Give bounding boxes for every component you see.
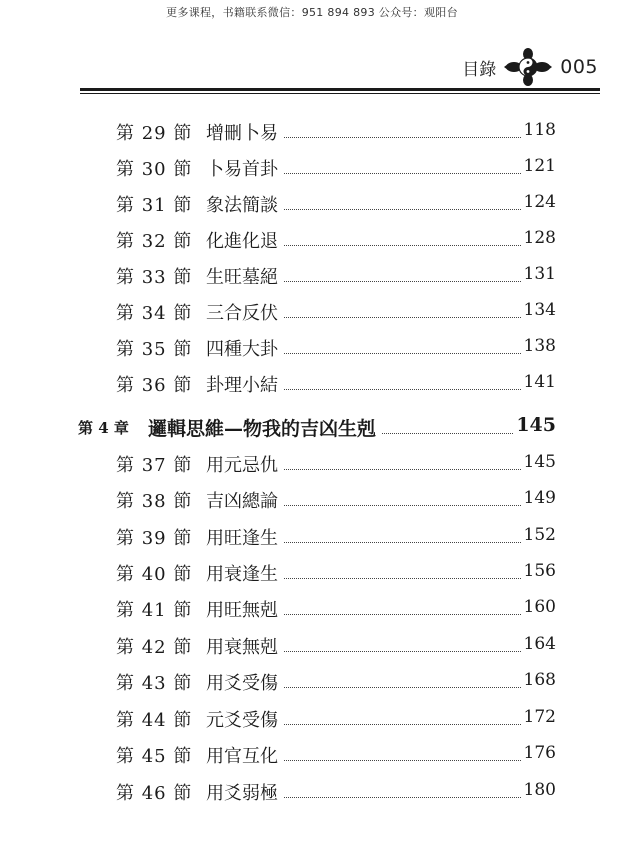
page-number: 134 (523, 300, 556, 320)
section-title: 用旺逢生 (206, 524, 282, 550)
section-title: 三合反伏 (206, 299, 282, 325)
section-title: 用官互化 (206, 742, 282, 768)
section-title: 卜易首卦 (206, 155, 282, 181)
page-number: 176 (523, 743, 556, 763)
page-number: 172 (523, 707, 556, 727)
toc-section-row (0, 185, 624, 221)
toc-section-row (0, 329, 624, 365)
dot-leader (284, 159, 521, 174)
toc-section-row (0, 365, 624, 401)
dot-leader (284, 303, 521, 318)
toc-section-row (0, 113, 624, 149)
section-number: 第 45 節 (116, 746, 193, 767)
toc-section-row (0, 736, 624, 772)
section-number: 第 39 節 (116, 528, 193, 549)
section-number: 第 34 節 (116, 303, 193, 324)
page-number: 121 (523, 156, 556, 176)
dot-leader (284, 267, 521, 282)
page-number: 160 (523, 597, 556, 617)
page-number: 149 (523, 488, 556, 508)
header-rule-thin (80, 93, 600, 94)
page-number: 180 (523, 780, 556, 800)
toc-section-row (0, 663, 624, 699)
dot-leader (284, 564, 521, 579)
section-number: 第 36 節 (116, 375, 193, 396)
page-number: 124 (523, 192, 556, 212)
section-title: 卦理小結 (206, 371, 282, 397)
toc-section-row (0, 554, 624, 590)
section-number: 第 31 節 (116, 195, 193, 216)
page-number: 145 (516, 414, 556, 436)
section-number: 第 35 節 (116, 339, 193, 360)
toc-section-row (0, 481, 624, 517)
dot-leader (284, 339, 521, 354)
toc-section-row (0, 293, 624, 329)
section-number: 第 43 節 (116, 673, 193, 694)
dot-leader (382, 419, 513, 434)
dot-leader (284, 123, 521, 138)
dot-leader (284, 710, 521, 725)
toc-section-row (0, 773, 624, 809)
yin-yang-flower-icon (502, 48, 554, 86)
section-number: 第 46 節 (116, 783, 193, 804)
page-number: 168 (523, 670, 556, 690)
page-number: 128 (523, 228, 556, 248)
dot-leader (284, 195, 521, 210)
section-number: 第 38 節 (116, 491, 193, 512)
toc-section-row (0, 149, 624, 185)
section-title: 用元忌仇 (206, 451, 282, 477)
section-title: 用爻弱極 (206, 779, 282, 805)
section-number: 第 42 節 (116, 637, 193, 658)
dot-leader (284, 231, 521, 246)
page-header (462, 48, 598, 86)
section-number: 第 37 節 (116, 455, 193, 476)
section-number: 第 30 節 (116, 159, 193, 180)
toc-section-row (0, 518, 624, 554)
dot-leader (284, 528, 521, 543)
page-number: 118 (523, 120, 556, 140)
dot-leader (284, 491, 521, 506)
dot-leader (284, 746, 521, 761)
chapter-title: 邏輯思維—物我的吉凶生剋 (148, 414, 380, 441)
page-number: 141 (523, 372, 556, 392)
toc-chapter-row (0, 409, 624, 445)
toc-section-row (0, 627, 624, 663)
chapter-number: 第 4 章 (78, 419, 129, 437)
section-title: 生旺墓絕 (206, 263, 282, 289)
section-title: 四種大卦 (206, 335, 282, 361)
section-number: 第 32 節 (116, 231, 193, 252)
section-number: 第 41 節 (116, 600, 193, 621)
page-number: 152 (523, 525, 556, 545)
dot-leader (284, 637, 521, 652)
header-title: 目錄 (462, 59, 497, 80)
dot-leader (284, 375, 521, 390)
toc-section-row (0, 590, 624, 626)
page-number: 156 (523, 561, 556, 581)
toc-section-row (0, 221, 624, 257)
dot-leader (284, 455, 521, 470)
toc-section-row (0, 445, 624, 481)
section-title: 元爻受傷 (206, 706, 282, 732)
section-number: 第 40 節 (116, 564, 193, 585)
section-title: 象法簡談 (206, 191, 282, 217)
toc-section-row (0, 257, 624, 293)
watermark-text: 更多课程，书籍联系微信：951 894 893 公众号：观阳台 (166, 6, 458, 19)
section-title: 用爻受傷 (206, 669, 282, 695)
page-number: 131 (523, 264, 556, 284)
section-title: 吉凶總論 (206, 487, 282, 513)
section-title: 用衰無剋 (206, 633, 282, 659)
dot-leader (284, 673, 521, 688)
section-title: 用衰逢生 (206, 560, 282, 586)
page-number: 138 (523, 336, 556, 356)
section-title: 化進化退 (206, 227, 282, 253)
dot-leader (284, 783, 521, 798)
dot-leader (284, 600, 521, 615)
toc-section-row (0, 700, 624, 736)
header-rule-thick (80, 88, 600, 91)
header-page-number: 005 (560, 56, 598, 78)
section-number: 第 29 節 (116, 123, 193, 144)
section-title: 用旺無剋 (206, 596, 282, 622)
section-number: 第 33 節 (116, 267, 193, 288)
page-number: 145 (523, 452, 556, 472)
section-title: 增刪卜易 (206, 119, 282, 145)
page-number: 164 (523, 634, 556, 654)
section-number: 第 44 節 (116, 710, 193, 731)
